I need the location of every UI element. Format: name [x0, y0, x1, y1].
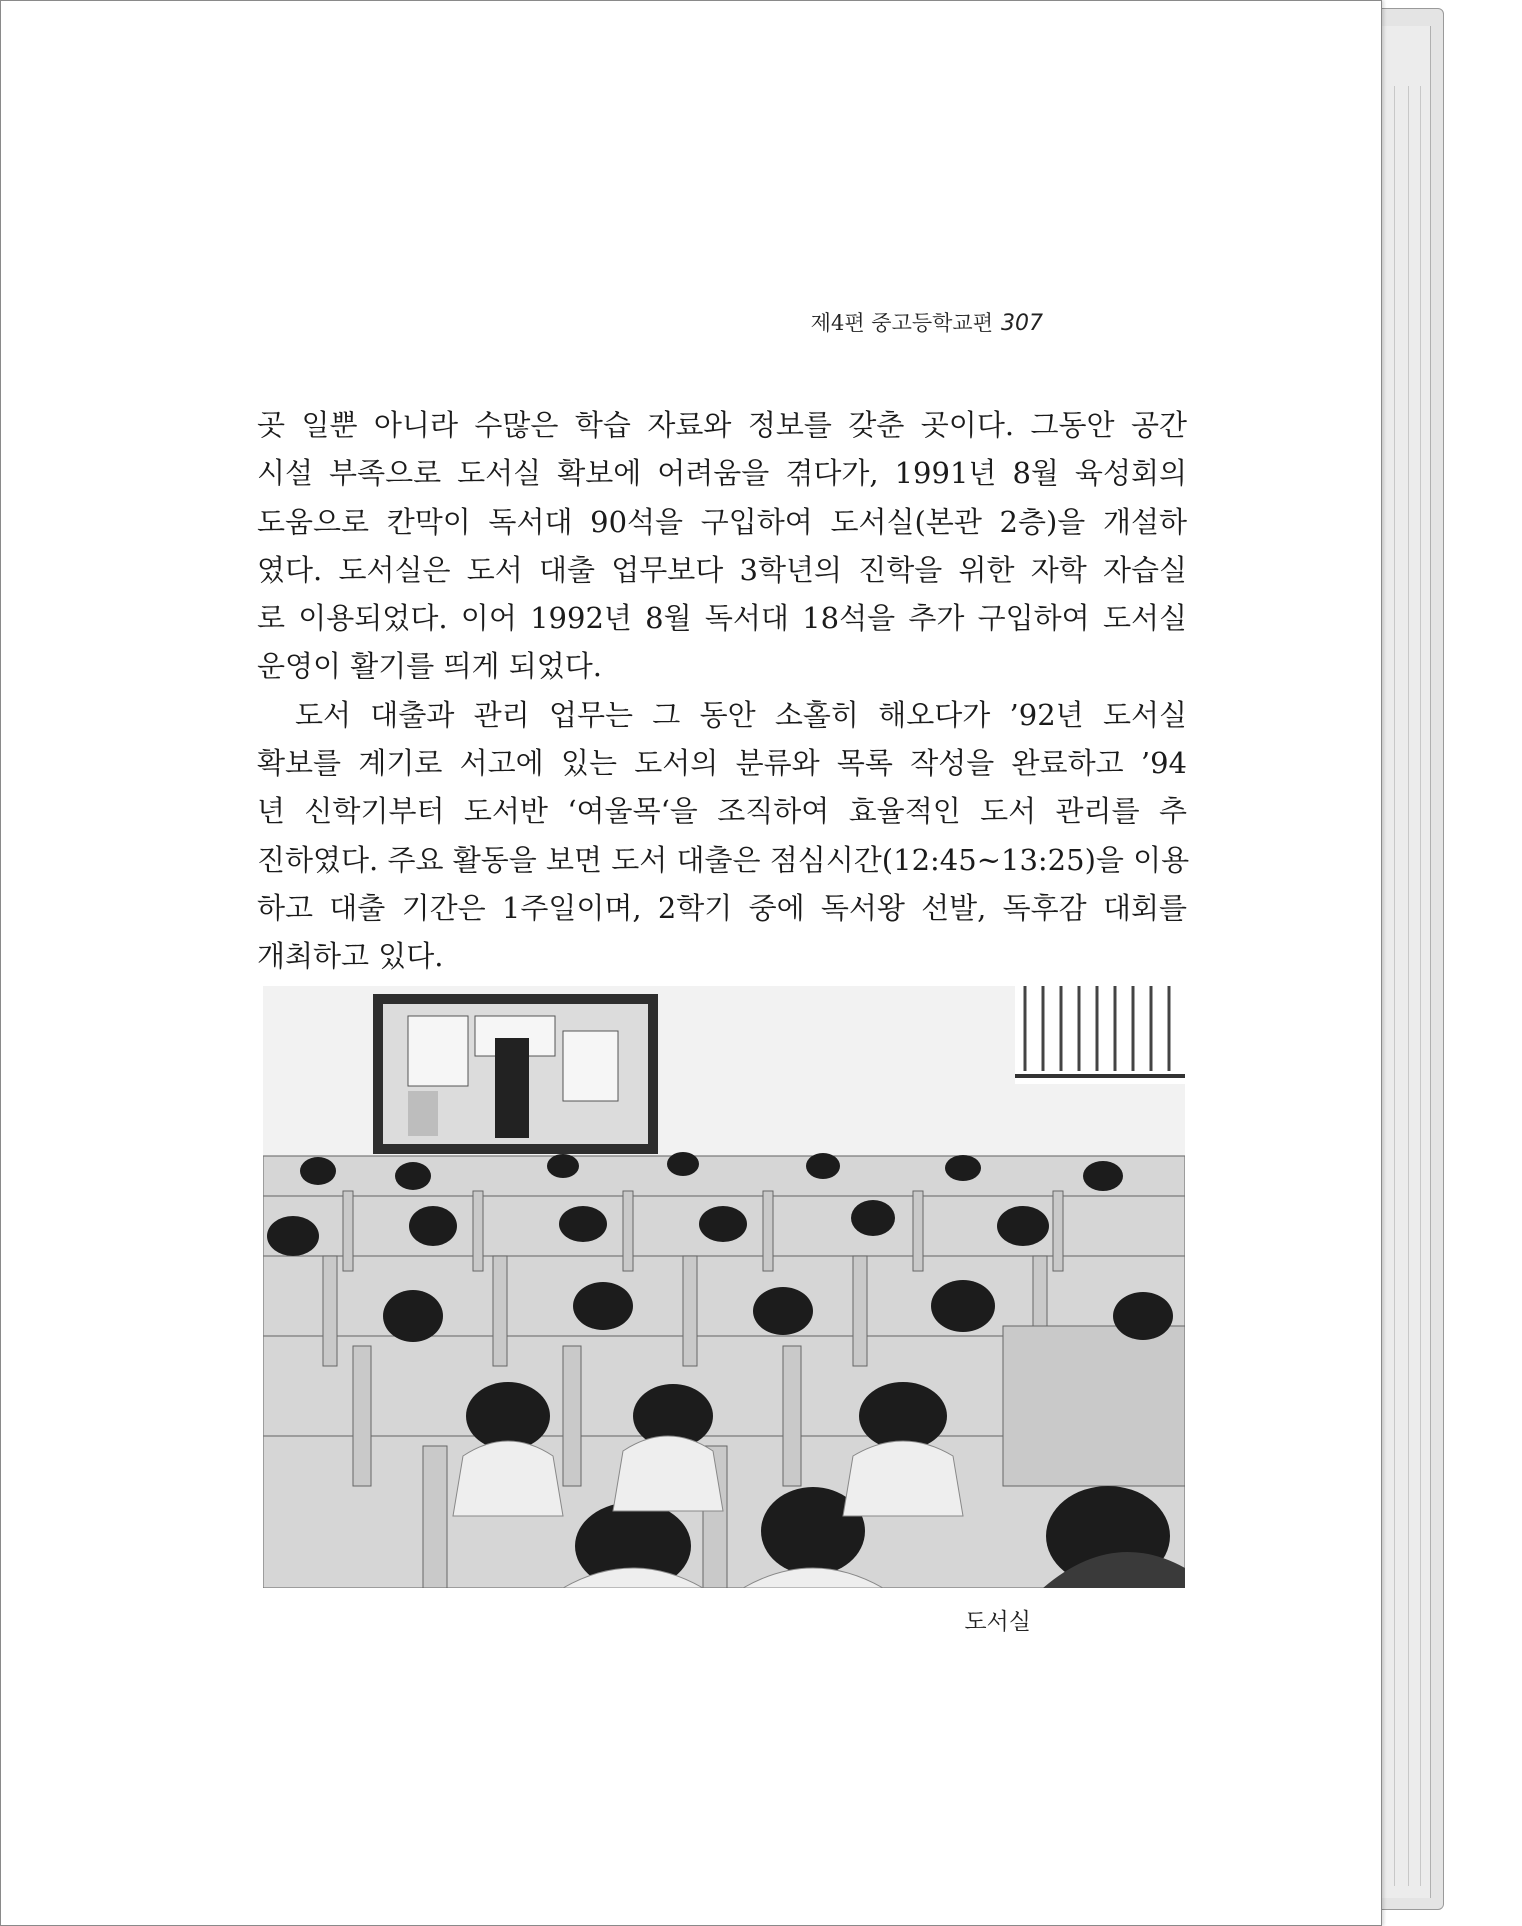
page-number: 307 — [1001, 311, 1043, 336]
text-line: 곳 일뿐 아니라 수많은 학습 자료와 정보를 갖춘 곳이다. 그동안 공간 — [257, 408, 1187, 442]
library-photo-illustration — [263, 986, 1185, 1588]
text-line: 진하였다. 주요 활동을 보면 도서 대출은 점심시간(12:45~13:25)을 이용 — [257, 842, 1190, 877]
running-head — [811, 307, 1043, 337]
text-line: 였다. 도서실은 도서 대출 업무보다 3학년의 진학을 위한 자학 자습실 — [257, 552, 1187, 587]
page-edge-line — [1408, 86, 1409, 1886]
text-line: 확보를 계기로 서고에 있는 도서의 분류와 목록 작성을 완료하고 ’94 — [257, 746, 1187, 781]
text-line: 운영이 활기를 띄게 되었다. — [257, 649, 603, 684]
book-edge-pages — [1382, 26, 1431, 1898]
body-text — [257, 401, 1190, 981]
text-line: 시설 부족으로 도서실 확보에 어려움을 겪다가, 1991년 8월 육성회의 — [257, 456, 1187, 491]
text-line: 도움으로 칸막이 독서대 90석을 구입하여 도서실(본관 2층)을 개설하 — [257, 504, 1187, 539]
text-line: 개최하고 있다. — [257, 939, 444, 974]
page-edge-line — [1420, 86, 1421, 1886]
page-edge-line — [1394, 86, 1395, 1886]
text-line: 로 이용되었다. 이어 1992년 8월 독서대 18석을 추가 구입하여 도서실 — [257, 601, 1187, 636]
text-line: 도서 대출과 관리 업무는 그 동안 소홀히 해오다가 ’92년 도서실 — [295, 697, 1187, 732]
photo-caption: 도서실 — [964, 1609, 1031, 1635]
text-line: 하고 대출 기간은 1주일이며, 2학기 중에 독서왕 선발, 독후감 대회를 — [257, 890, 1187, 925]
section-title: 제4편 중고등학교편 — [810, 311, 993, 335]
library-photo — [263, 986, 1185, 1588]
text-line: 년 신학기부터 도서반 ‘여울목‘을 조직하여 효율적인 도서 관리를 추 — [257, 794, 1187, 829]
